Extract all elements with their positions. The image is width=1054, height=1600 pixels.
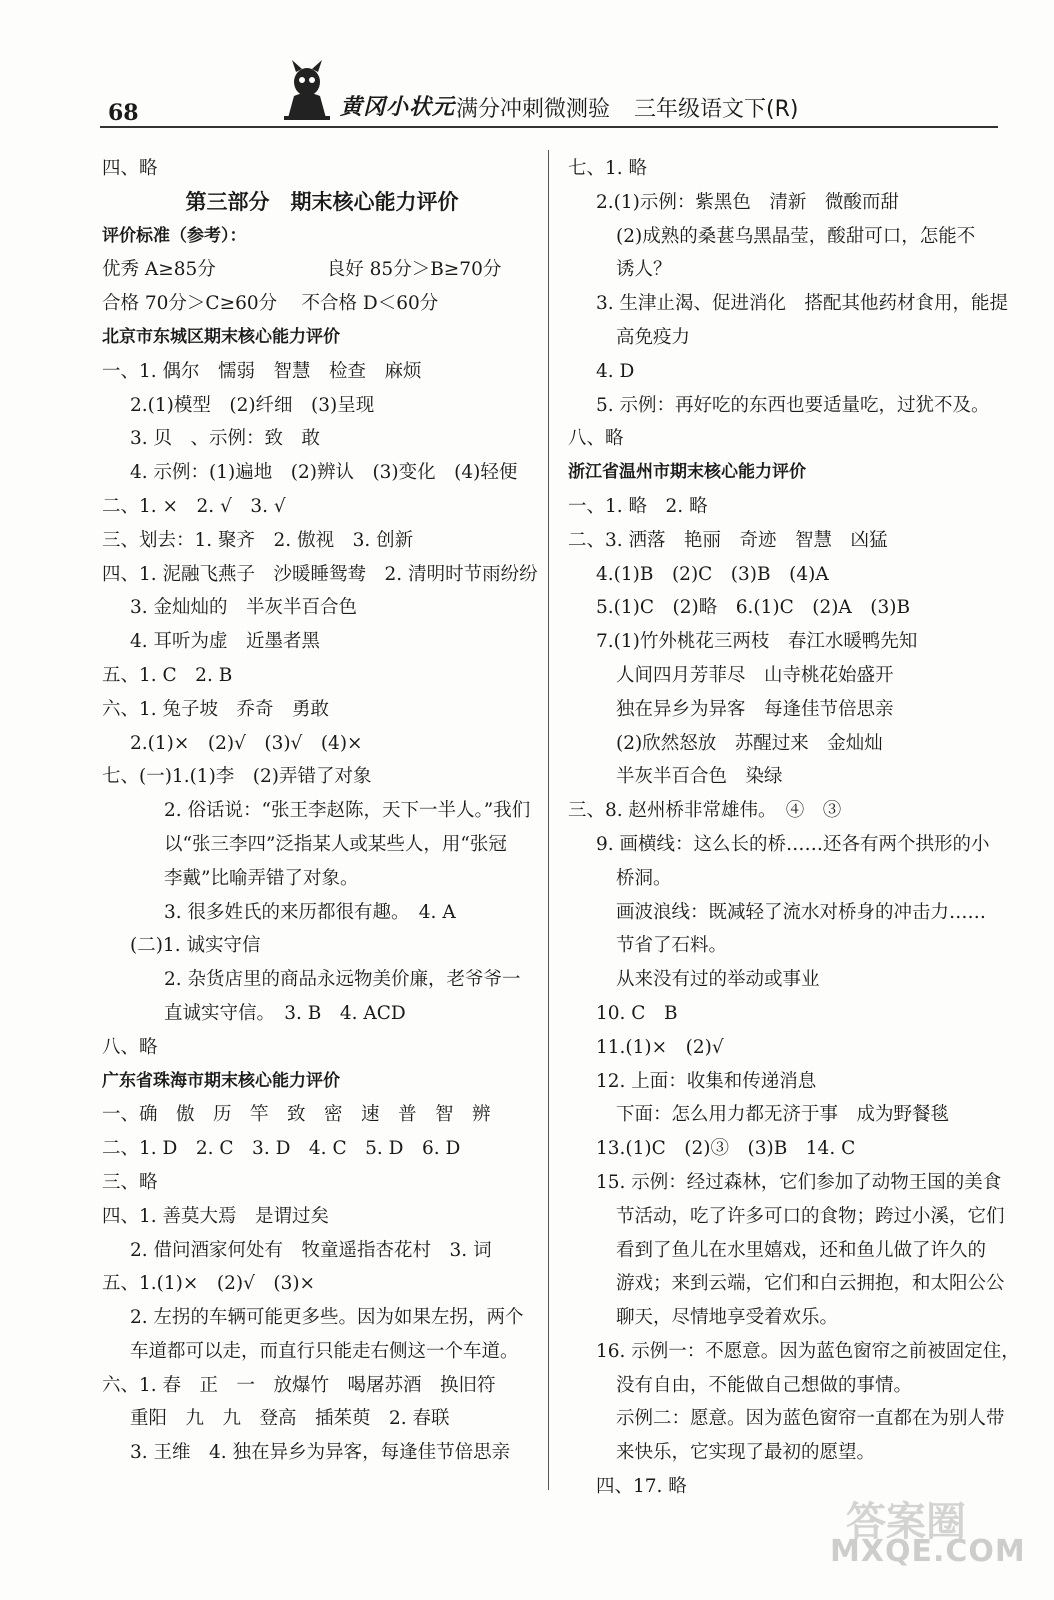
answer-line: 3. 贝 、示例：致 敢	[130, 428, 321, 450]
answer-line: 10. C B	[596, 1002, 678, 1024]
answer-line: 画波浪线：既减轻了流水对桥身的冲击力……	[616, 901, 987, 923]
answer-line: 4. 示例：(1)遍地 (2)辨认 (3)变化 (4)轻便	[130, 462, 518, 484]
answer-line: 四、1. 泥融飞燕子 沙暖睡鸳鸯 2. 清明时节雨纷纷	[102, 563, 538, 585]
section-heading: 第三部分 期末核心能力评价	[185, 189, 459, 214]
answer-line: 四、17. 略	[596, 1476, 687, 1498]
answer-line: 5. 示例：再好吃的东西也要适量吃，过犹不及。	[596, 394, 990, 416]
answer-line: 3. 很多姓氏的来历都很有趣。 4. A	[164, 901, 456, 923]
answer-line: 优秀 A≥85分 良好 85分＞B≥70分	[102, 259, 502, 281]
answer-line: 八、略	[102, 1036, 158, 1058]
answer-line: 没有自由，不能做自己想做的事情。	[616, 1374, 913, 1396]
answer-line: 2. 左拐的车辆可能更多些。因为如果左拐，两个	[130, 1307, 524, 1329]
answer-line: 游戏；来到云端，它们和白云拥抱，和太阳公公	[616, 1273, 1005, 1295]
answer-line: 来快乐，它实现了最初的愿望。	[616, 1442, 876, 1464]
answer-line: (二)1. 诚实守信	[130, 935, 261, 957]
subject-title: 三年级语文下(R)	[634, 97, 799, 122]
answer-line: 2. 杂货店里的商品永远物美价廉，老爷爷一	[164, 969, 521, 991]
answer-line: 7.(1)竹外桃花三两枝 春江水暖鸭先知	[596, 631, 918, 653]
answer-line: 从来没有过的举动或事业	[616, 969, 820, 991]
answer-line: 一、1. 偶尔 懦弱 智慧 检查 麻烦	[102, 360, 422, 382]
answer-line: 合格 70分＞C≥60分 不合格 D＜60分	[102, 293, 439, 315]
answer-line: 示例二：愿意。因为蓝色窗帘一直都在为别人带	[616, 1408, 1005, 1430]
answer-line: 三、划去：1. 聚齐 2. 傲视 3. 创新	[102, 529, 414, 551]
answer-line: (2)成熟的桑葚乌黑晶莹，酸甜可口，怎能不	[616, 225, 976, 247]
answer-line: 四、略	[102, 158, 158, 179]
answer-line: 4. 耳听为虚 近墨者黑	[130, 631, 321, 653]
column-divider	[548, 150, 549, 1490]
answer-line: 三、8. 赵州桥非常雄伟。 ④ ③	[568, 800, 842, 822]
answer-line: 七、(一)1.(1)李 (2)弄错了对象	[102, 766, 372, 788]
answer-line: 3. 王维 4. 独在异乡为异客，每逢佳节倍思亲	[130, 1442, 511, 1464]
answer-line: 3. 金灿灿的 半灰半百合色	[130, 597, 358, 619]
right-column	[568, 152, 1020, 1504]
answer-line: 3. 生津止渴、促进消化 搭配其他药材食用，能提	[596, 293, 1009, 315]
answer-line: 高免疫力	[616, 326, 691, 348]
header-rule	[100, 126, 998, 128]
subsection-heading: 评价标准（参考）：	[102, 225, 247, 246]
page-number: 68	[108, 100, 139, 126]
answer-line: 聊天，尽情地享受着欢乐。	[616, 1307, 839, 1329]
answer-line: 2.(1)× (2)√ (3)√ (4)×	[130, 732, 363, 754]
answer-line: 五、1.(1)× (2)√ (3)×	[102, 1273, 316, 1295]
answer-line: 七、1. 略	[568, 158, 648, 179]
answer-line: 独在异乡为异客 每逢佳节倍思亲	[616, 698, 894, 720]
answer-line: 一、确 傲 历 竿 致 密 速 普 智 辨	[102, 1104, 491, 1126]
answer-line: 5.(1)C (2)略 6.(1)C (2)A (3)B	[596, 597, 911, 619]
answer-line: 一、1. 略 2. 略	[568, 495, 708, 517]
answer-line: 16. 示例一：不愿意。因为蓝色窗帘之前被固定住，	[596, 1340, 1020, 1362]
watermark	[826, 1490, 1026, 1590]
answer-line: 半灰半百合色 染绿	[616, 766, 783, 788]
answer-line: 五、1. C 2. B	[102, 664, 233, 686]
answer-line: 直诚实守信。 3. B 4. ACD	[164, 1002, 406, 1024]
answer-line: 车道都可以走，而直行只能走右侧这一个车道。	[130, 1340, 519, 1362]
series-title: 满分冲刺微测验	[456, 97, 611, 122]
answer-line: 4. D	[596, 360, 635, 382]
answer-line: 以“张三李四”泛指某人或某些人，用“张冠	[164, 833, 507, 855]
subsection-heading: 北京市东城区期末核心能力评价	[102, 326, 340, 347]
answer-line: 2. 借问酒家何处有 牧童遥指杏花村 3. 词	[130, 1239, 492, 1261]
answer-line: 二、3. 洒落 艳丽 奇迹 智慧 凶猛	[568, 529, 888, 551]
answer-line: 三、略	[102, 1171, 158, 1193]
answer-line: 桥洞。	[616, 867, 672, 889]
answer-line: 二、1. × 2. √ 3. √	[102, 495, 286, 517]
answer-line: 二、1. D 2. C 3. D 4. C 5. D 6. D	[102, 1138, 461, 1160]
answer-line: (2)欣然怒放 苏醒过来 金灿灿	[616, 732, 883, 754]
answer-line: 9. 画横线：这么长的桥……还各有两个拱形的小	[596, 833, 990, 855]
answer-line: 八、略	[568, 428, 624, 450]
answer-line: 15. 示例：经过森林，它们参加了动物王国的美食	[596, 1171, 1002, 1193]
answer-line: 4.(1)B (2)C (3)B (4)A	[596, 563, 829, 585]
subsection-heading: 广东省珠海市期末核心能力评价	[102, 1070, 340, 1091]
answer-line: 六、1. 兔子坡 乔奇 勇敢	[102, 698, 330, 720]
answer-line: 看到了鱼儿在水里嬉戏，还和鱼儿做了许久的	[616, 1239, 987, 1261]
answer-line: 2. 俗话说：“张王李赵陈，天下一半人。”我们	[164, 800, 531, 822]
answer-line: 人间四月芳菲尽 山寺桃花始盛开	[616, 664, 894, 686]
answer-line: 四、1. 善莫大焉 是谓过矣	[102, 1205, 330, 1227]
left-column	[102, 152, 542, 1470]
watermark-url: MXQE.COM	[830, 1534, 1026, 1569]
answer-line: 12. 上面：收集和传递消息	[596, 1070, 817, 1092]
answer-line: 2.(1)示例：紫黑色 清新 微酸而甜	[596, 191, 899, 213]
answer-line: 李戴”比喻弄错了对象。	[164, 867, 359, 889]
watermark-logo-text: 答案圈	[846, 1499, 966, 1545]
answer-line: 诱人？	[616, 259, 672, 281]
answer-line: 六、1. 春 正 一 放爆竹 喝屠苏酒 换旧符	[102, 1374, 496, 1396]
answer-line: 11.(1)× (2)√	[596, 1036, 724, 1058]
brand-title: 黄冈小状元	[340, 94, 456, 120]
answer-line: 下面：怎么用力都无济于事 成为野餐毯	[616, 1104, 950, 1126]
answer-line: 2.(1)模型 (2)纤细 (3)呈现	[130, 394, 375, 416]
mascot-logo-icon	[280, 60, 334, 122]
answer-line: 节省了石料。	[616, 935, 728, 957]
answer-line: 节活动，吃了许多可口的食物；跨过小溪，它们	[616, 1205, 1005, 1227]
page-header	[100, 52, 998, 130]
answer-line: 13.(1)C (2)③ (3)B 14. C	[596, 1138, 856, 1160]
answer-line: 重阳 九 九 登高 插茱萸 2. 春联	[130, 1408, 450, 1430]
subsection-heading: 浙江省温州市期末核心能力评价	[568, 462, 806, 483]
